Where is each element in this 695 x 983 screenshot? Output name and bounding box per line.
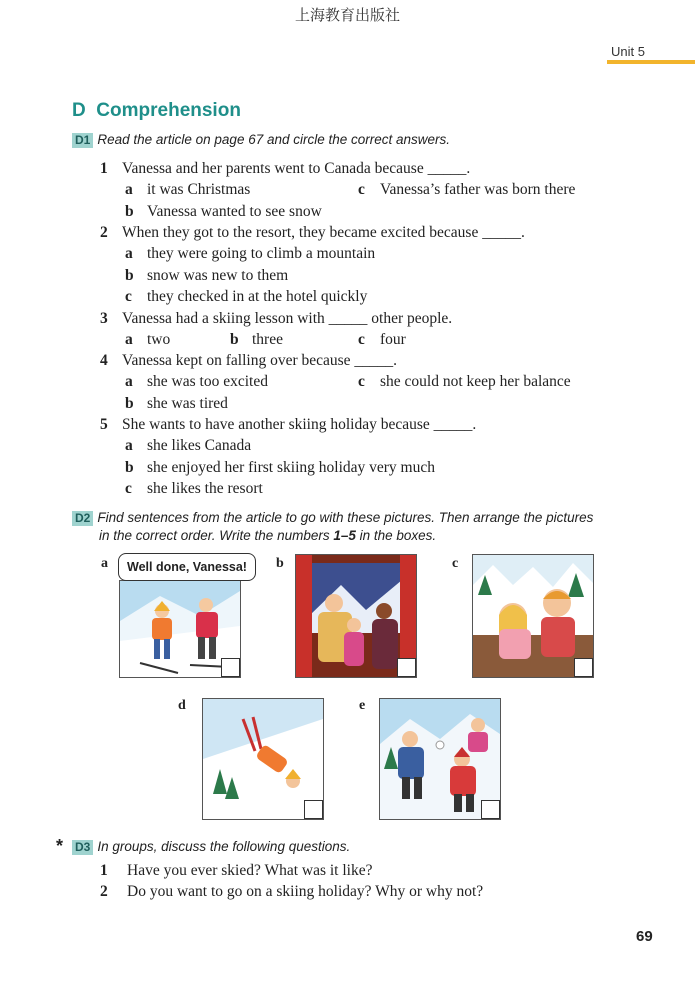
picture-e-snowball-fight (379, 698, 501, 820)
question-number: 3 (100, 310, 108, 327)
d1-q5-option-a[interactable]: a she likes Canada (125, 437, 252, 454)
option-text: it was Christmas (147, 181, 251, 198)
option-text: they were going to climb a mountain (147, 245, 376, 262)
question-text: She wants to have another skiing holiday because _____. (122, 416, 477, 433)
d3-question-1 (100, 862, 372, 880)
option-text: two (147, 331, 171, 348)
option-text: three (252, 331, 283, 348)
d1-q5-option-c[interactable]: c she likes the resort (125, 480, 263, 497)
d1-q5-option-b[interactable]: b she enjoyed her first skiing holiday very much (125, 459, 435, 476)
d1-q4-option-c[interactable]: c she could not keep her balance (358, 373, 571, 390)
d2-instruction-part: in the correct order. Write the numbers (99, 528, 334, 543)
question-text: Vanessa and her parents went to Canada because _____. (122, 160, 471, 177)
d1-q2-option-c[interactable]: c they checked in at the hotel quickly (125, 288, 368, 305)
question-number: 1 (100, 862, 108, 879)
d3-question-2 (100, 883, 483, 901)
d3-tag: D3 (72, 840, 93, 855)
section-title (72, 100, 241, 122)
section-name: Comprehension (96, 100, 241, 121)
picture-label-b: b (276, 556, 284, 571)
picture-label-e: e (359, 698, 366, 713)
d1-q3-option-b[interactable]: b three (230, 331, 283, 348)
d1-q3-option-c[interactable]: c four (358, 331, 406, 348)
d1-tag: D1 (72, 133, 93, 148)
option-text: she could not keep her balance (380, 373, 571, 390)
option-text: they checked in at the hotel quickly (147, 288, 368, 305)
speech-bubble: Well done, Vanessa! (118, 553, 256, 581)
picture-d-falling-skier (202, 698, 324, 820)
page-number: 69 (636, 928, 653, 945)
d2-number-range: 1–5 (333, 528, 356, 543)
d1-q1-option-c[interactable]: c Vanessa’s father was born there (358, 181, 576, 198)
unit-label: Unit 5 (611, 44, 645, 59)
picture-a-skiing-lesson (119, 580, 241, 678)
publisher-header: 上海教育出版社 (294, 6, 400, 24)
option-text: she likes the resort (147, 480, 263, 497)
answer-box-a[interactable] (221, 658, 240, 677)
d1-question-3 (100, 310, 452, 328)
d2-instruction-line2 (99, 528, 436, 543)
d1-q2-option-a[interactable]: a they were going to climb a mountain (125, 245, 376, 262)
d2-instruction-line1: Find sentences from the article to go with these pictures. Then arrange the pictures (97, 510, 594, 525)
answer-box-e[interactable] (481, 800, 500, 819)
question-text: Do you want to go on a skiing holiday? Why or why not? (127, 883, 484, 900)
section-letter: D (72, 100, 86, 121)
d1-q4-option-b[interactable]: b she was tired (125, 395, 228, 412)
picture-label-a: a (101, 556, 108, 571)
d1-question-2 (100, 224, 525, 242)
option-text: snow was new to them (147, 267, 289, 284)
question-number: 5 (100, 416, 108, 433)
d1-instruction (72, 132, 450, 148)
question-text: When they got to the resort, they became excited because _____. (122, 224, 525, 241)
d1-question-1 (100, 160, 470, 178)
d1-q2-option-b[interactable]: b snow was new to them (125, 267, 289, 284)
d2-instruction (72, 510, 593, 526)
answer-box-d[interactable] (304, 800, 323, 819)
picture-c-cable-car (472, 554, 594, 678)
d1-q4-option-a[interactable]: a she was too excited (125, 373, 268, 390)
question-text: Vanessa kept on falling over because _____. (122, 352, 398, 369)
question-text: Vanessa had a skiing lesson with _____ other people. (122, 310, 453, 327)
question-number: 2 (100, 883, 108, 900)
d2-instruction-part: in the boxes. (355, 528, 437, 543)
question-text: Have you ever skied? What was it like? (127, 862, 373, 879)
picture-label-d: d (178, 698, 186, 713)
answer-box-b[interactable] (397, 658, 416, 677)
option-text: Vanessa’s father was born there (380, 181, 576, 198)
d1-question-5 (100, 416, 476, 434)
option-text: Vanessa wanted to see snow (147, 203, 322, 220)
d3-instruction-text: In groups, discuss the following questions. (97, 839, 351, 854)
question-number: 2 (100, 224, 108, 241)
option-text: she enjoyed her first skiing holiday very much (147, 459, 435, 476)
d2-tag: D2 (72, 511, 93, 526)
optional-star: * (56, 836, 64, 856)
option-text: she was tired (147, 395, 228, 412)
question-number: 4 (100, 352, 108, 369)
picture-label-c: c (452, 556, 459, 571)
d3-instruction (72, 839, 350, 855)
option-text: she was too excited (147, 373, 268, 390)
d1-q3-option-a[interactable]: a two (125, 331, 171, 348)
d1-instruction-text: Read the article on page 67 and circle the correct answers. (97, 132, 451, 147)
option-text: she likes Canada (147, 437, 252, 454)
unit-underline (607, 60, 695, 64)
d1-question-4 (100, 352, 397, 370)
d1-q1-option-b[interactable]: b Vanessa wanted to see snow (125, 203, 322, 220)
answer-box-c[interactable] (574, 658, 593, 677)
picture-b-window-view (295, 554, 417, 678)
question-number: 1 (100, 160, 108, 177)
option-text: four (380, 331, 406, 348)
d1-q1-option-a[interactable]: a it was Christmas (125, 181, 251, 198)
